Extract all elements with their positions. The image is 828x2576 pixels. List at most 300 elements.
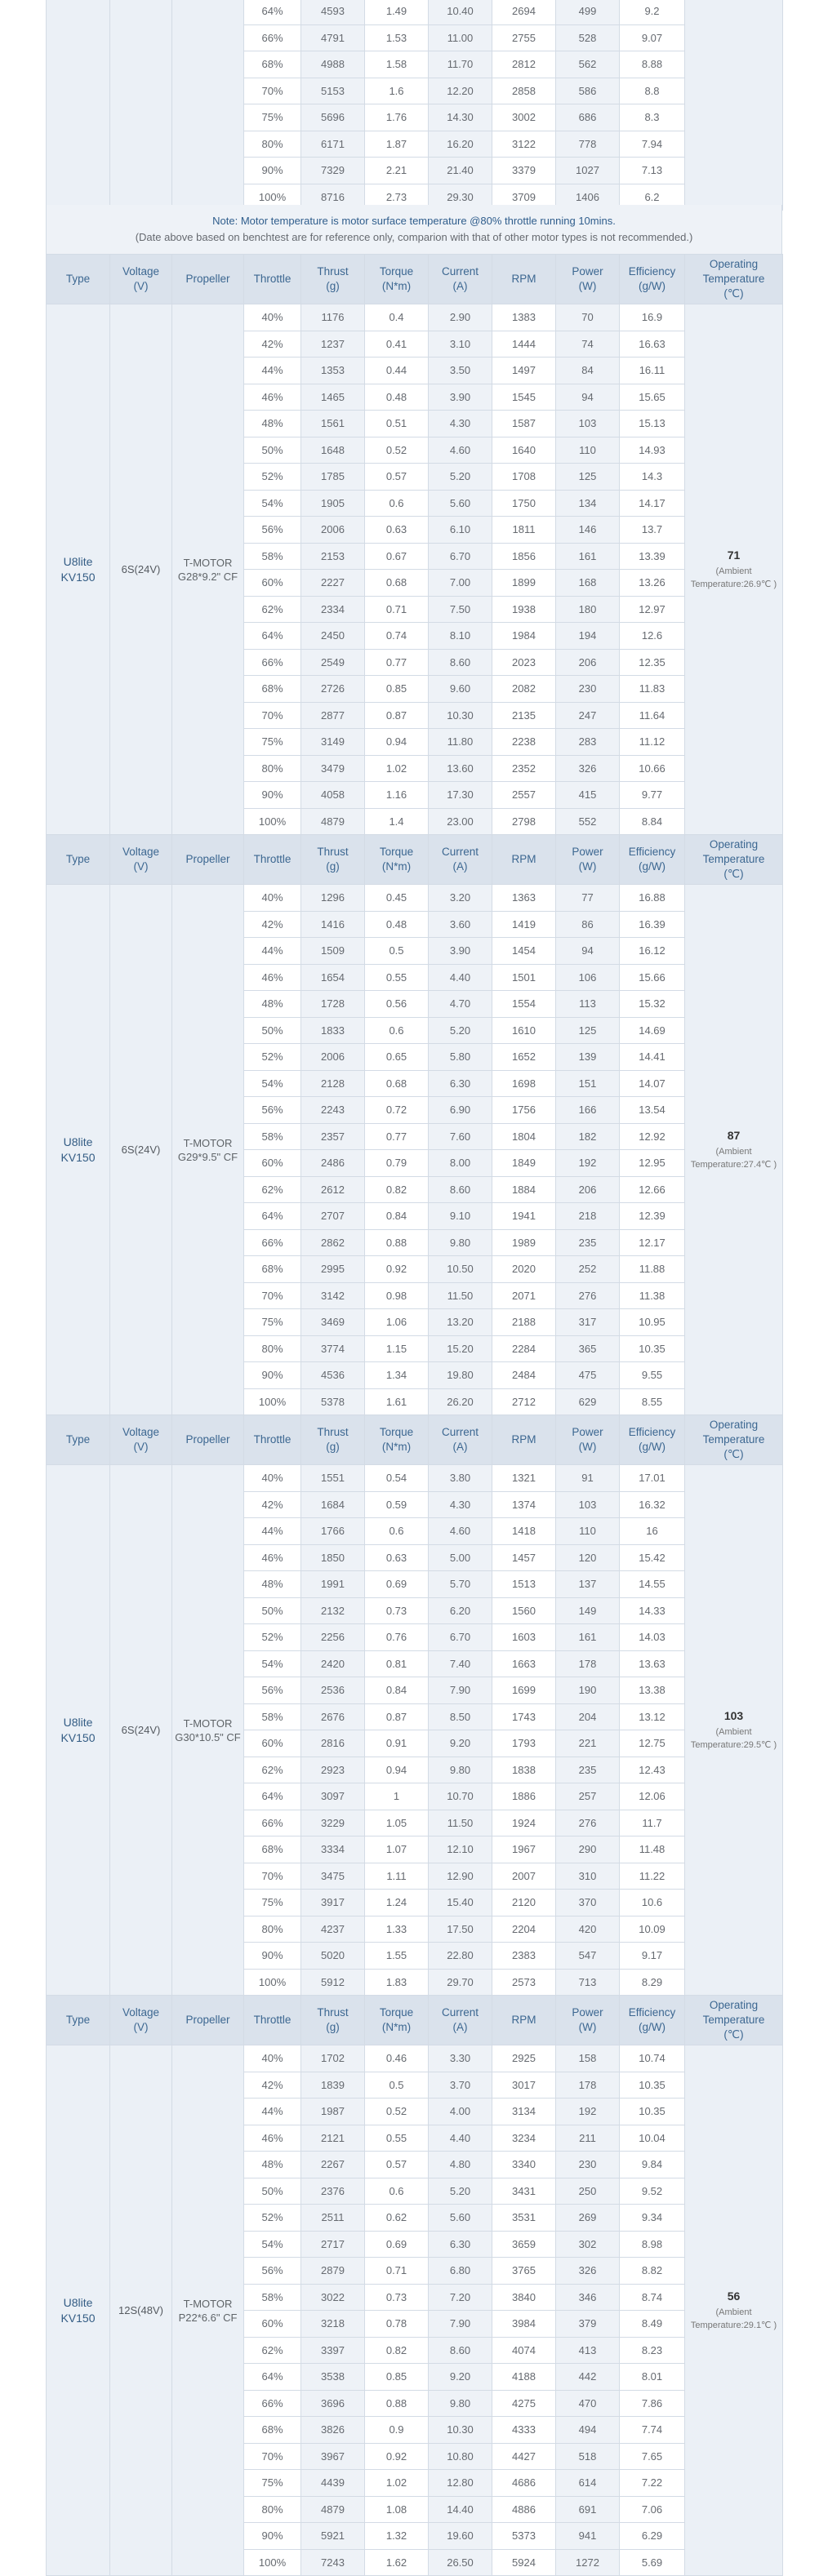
rpm-cell: 1419	[492, 911, 556, 938]
rpm-cell: 1457	[492, 1544, 556, 1571]
throttle-cell: 70%	[244, 78, 301, 104]
thrust-cell: 4593	[301, 0, 365, 24]
efficiency-cell: 9.52	[620, 2178, 685, 2205]
rpm-cell: 3840	[492, 2284, 556, 2311]
header-throttle: Throttle	[244, 255, 301, 304]
power-cell: 110	[556, 1518, 620, 1545]
current-cell: 5.60	[429, 490, 492, 517]
power-cell: 204	[556, 1703, 620, 1730]
efficiency-cell: 9.2	[620, 0, 685, 24]
current-cell: 6.30	[429, 1070, 492, 1097]
thrust-cell: 2511	[301, 2205, 365, 2232]
efficiency-cell: 15.13	[620, 411, 685, 437]
efficiency-cell: 7.22	[620, 2470, 685, 2497]
thrust-cell: 2612	[301, 1176, 365, 1203]
thrust-cell: 5153	[301, 78, 365, 104]
thrust-cell: 2121	[301, 2125, 365, 2152]
merged-cell-prop	[172, 0, 244, 211]
test-note	[46, 205, 782, 254]
thrust-cell: 7243	[301, 2549, 365, 2576]
current-cell: 7.60	[429, 1123, 492, 1150]
current-cell: 9.80	[429, 2390, 492, 2417]
torque-cell: 0.92	[365, 2443, 429, 2470]
torque-cell: 0.54	[365, 1465, 429, 1492]
efficiency-cell: 9.84	[620, 2152, 685, 2178]
thrust-cell: 2153	[301, 543, 365, 570]
thrust-cell: 7329	[301, 158, 365, 184]
throttle-cell: 56%	[244, 2258, 301, 2285]
efficiency-cell: 13.38	[620, 1677, 685, 1704]
torque-cell: 0.72	[365, 1097, 429, 1124]
torque-cell: 0.4	[365, 304, 429, 331]
current-cell: 11.00	[429, 24, 492, 51]
rpm-cell: 1938	[492, 596, 556, 623]
torque-cell: 0.94	[365, 729, 429, 756]
temperature-value: 87	[727, 1128, 741, 1142]
header-row	[47, 1415, 783, 1465]
throttle-cell: 58%	[244, 543, 301, 570]
throttle-cell: 75%	[244, 1890, 301, 1916]
header-thrust: Thrust (g)	[301, 1415, 365, 1465]
throttle-cell: 52%	[244, 1044, 301, 1071]
power-cell: 686	[556, 104, 620, 131]
efficiency-cell: 14.17	[620, 490, 685, 517]
thrust-cell: 2006	[301, 1044, 365, 1071]
rpm-cell: 4686	[492, 2470, 556, 2497]
thrust-cell: 3097	[301, 1783, 365, 1810]
throttle-cell: 62%	[244, 596, 301, 623]
torque-cell: 0.57	[365, 2152, 429, 2178]
torque-cell: 0.85	[365, 676, 429, 703]
efficiency-cell: 12.97	[620, 596, 685, 623]
throttle-cell: 40%	[244, 2045, 301, 2072]
power-cell: 283	[556, 729, 620, 756]
throttle-cell: 42%	[244, 911, 301, 938]
thrust-cell: 5912	[301, 1969, 365, 1996]
thrust-cell: 3479	[301, 755, 365, 782]
efficiency-cell: 11.88	[620, 1256, 685, 1283]
thrust-cell: 1465	[301, 384, 365, 411]
rpm-cell: 1560	[492, 1597, 556, 1624]
header-operating-temperature: Operating Temperature (℃)	[685, 1415, 783, 1465]
temperature-value: 103	[723, 1708, 744, 1722]
power-cell: 1406	[556, 184, 620, 211]
power-cell: 257	[556, 1783, 620, 1810]
throttle-cell: 62%	[244, 1757, 301, 1783]
operating-temperature-cell	[685, 304, 783, 835]
throttle-cell: 70%	[244, 2443, 301, 2470]
torque-cell: 1.05	[365, 1810, 429, 1837]
header-row	[47, 255, 783, 304]
throttle-cell: 44%	[244, 1518, 301, 1545]
current-cell: 9.80	[429, 1757, 492, 1783]
torque-cell: 1.24	[365, 1890, 429, 1916]
torque-cell: 0.71	[365, 2258, 429, 2285]
throttle-cell: 66%	[244, 2390, 301, 2417]
power-cell: 137	[556, 1571, 620, 1598]
efficiency-cell: 13.26	[620, 570, 685, 597]
efficiency-cell: 11.12	[620, 729, 685, 756]
thrust-cell: 3469	[301, 1309, 365, 1336]
current-cell: 13.20	[429, 1309, 492, 1336]
header-power: Power (W)	[556, 1415, 620, 1465]
power-cell: 269	[556, 2205, 620, 2232]
throttle-cell: 40%	[244, 1465, 301, 1492]
efficiency-cell: 5.69	[620, 2549, 685, 2576]
efficiency-cell: 15.42	[620, 1544, 685, 1571]
efficiency-cell: 10.66	[620, 755, 685, 782]
rpm-cell: 1899	[492, 570, 556, 597]
power-cell: 192	[556, 1150, 620, 1177]
header-rpm: RPM	[492, 1996, 556, 2045]
power-cell: 103	[556, 411, 620, 437]
thrust-cell: 4058	[301, 782, 365, 809]
rpm-cell: 1501	[492, 964, 556, 991]
throttle-cell: 46%	[244, 2125, 301, 2152]
efficiency-cell: 8.84	[620, 808, 685, 835]
current-cell: 11.80	[429, 729, 492, 756]
power-cell: 547	[556, 1943, 620, 1970]
power-cell: 499	[556, 0, 620, 24]
rpm-cell: 3002	[492, 104, 556, 131]
power-cell: 230	[556, 676, 620, 703]
throttle-cell: 68%	[244, 51, 301, 78]
rpm-cell: 1849	[492, 1150, 556, 1177]
throttle-cell: 62%	[244, 2337, 301, 2364]
rpm-cell: 1321	[492, 1465, 556, 1492]
thrust-cell: 2420	[301, 1650, 365, 1677]
throttle-cell: 75%	[244, 104, 301, 131]
torque-cell: 0.87	[365, 702, 429, 729]
efficiency-cell: 7.74	[620, 2417, 685, 2444]
power-cell: 218	[556, 1203, 620, 1230]
throttle-cell: 54%	[244, 1070, 301, 1097]
throttle-cell: 100%	[244, 2549, 301, 2576]
throttle-cell: 100%	[244, 184, 301, 211]
current-cell: 6.90	[429, 1097, 492, 1124]
header-current: Current (A)	[429, 1996, 492, 2045]
efficiency-cell: 16.39	[620, 911, 685, 938]
efficiency-cell: 9.77	[620, 782, 685, 809]
thrust-cell: 1833	[301, 1017, 365, 1044]
throttle-cell: 90%	[244, 1943, 301, 1970]
torque-cell: 1.6	[365, 78, 429, 104]
power-cell: 139	[556, 1044, 620, 1071]
torque-cell: 1.02	[365, 2470, 429, 2497]
rpm-cell: 3340	[492, 2152, 556, 2178]
efficiency-cell: 6.29	[620, 2523, 685, 2550]
thrust-cell: 1702	[301, 2045, 365, 2072]
throttle-cell: 66%	[244, 1810, 301, 1837]
note-line-2: (Date above based on benchtest are for reference only, comparion with that of other motor types is not recommended.)	[135, 231, 693, 243]
current-cell: 22.80	[429, 1943, 492, 1970]
operating-temperature-cell	[685, 885, 783, 1415]
power-cell: 106	[556, 964, 620, 991]
throttle-cell: 80%	[244, 1916, 301, 1943]
rpm-cell: 3017	[492, 2072, 556, 2099]
throttle-cell: 100%	[244, 1969, 301, 1996]
torque-cell: 1.15	[365, 1335, 429, 1362]
efficiency-cell: 14.55	[620, 1571, 685, 1598]
throttle-cell: 40%	[244, 304, 301, 331]
header-torque: Torque (N*m)	[365, 1415, 429, 1465]
current-cell: 19.60	[429, 2523, 492, 2550]
ambient-temperature-note: (Ambient Temperature:29.1℃ )	[690, 2307, 777, 2330]
header-torque: Torque (N*m)	[365, 255, 429, 304]
current-cell: 4.40	[429, 2125, 492, 2152]
efficiency-cell: 10.95	[620, 1309, 685, 1336]
thrust-cell: 1296	[301, 885, 365, 912]
header-power: Power (W)	[556, 835, 620, 885]
power-cell: 552	[556, 808, 620, 835]
throttle-cell: 42%	[244, 331, 301, 358]
header-throttle: Throttle	[244, 835, 301, 885]
power-cell: 221	[556, 1730, 620, 1757]
throttle-cell: 75%	[244, 2470, 301, 2497]
thrust-cell: 1684	[301, 1491, 365, 1518]
efficiency-cell: 13.54	[620, 1097, 685, 1124]
operating-temperature-cell	[685, 2045, 783, 2576]
efficiency-cell: 7.86	[620, 2390, 685, 2417]
torque-cell: 0.71	[365, 596, 429, 623]
power-cell: 346	[556, 2284, 620, 2311]
efficiency-cell: 7.13	[620, 158, 685, 184]
thrust-cell: 1991	[301, 1571, 365, 1598]
power-cell: 194	[556, 623, 620, 650]
current-cell: 17.50	[429, 1916, 492, 1943]
thrust-cell: 2132	[301, 1597, 365, 1624]
header-efficiency: Efficiency (g/W)	[620, 255, 685, 304]
current-cell: 8.60	[429, 649, 492, 676]
header-torque: Torque (N*m)	[365, 835, 429, 885]
current-cell: 17.30	[429, 782, 492, 809]
current-cell: 5.00	[429, 1544, 492, 1571]
header-current: Current (A)	[429, 255, 492, 304]
rpm-cell: 1497	[492, 358, 556, 384]
current-cell: 11.50	[429, 1810, 492, 1837]
thrust-cell: 1176	[301, 304, 365, 331]
header-efficiency: Efficiency (g/W)	[620, 1415, 685, 1465]
current-cell: 7.00	[429, 570, 492, 597]
thrust-cell: 3334	[301, 1837, 365, 1863]
header-operating-temperature: Operating Temperature (℃)	[685, 255, 783, 304]
power-cell: 276	[556, 1810, 620, 1837]
thrust-cell: 2376	[301, 2178, 365, 2205]
thrust-cell: 1648	[301, 437, 365, 464]
power-cell: 310	[556, 1863, 620, 1890]
torque-cell: 1.11	[365, 1863, 429, 1890]
ambient-temperature-note: (Ambient Temperature:26.9℃ )	[690, 566, 777, 589]
throttle-cell: 60%	[244, 1150, 301, 1177]
torque-cell: 1.58	[365, 51, 429, 78]
rpm-cell: 3531	[492, 2205, 556, 2232]
throttle-cell: 90%	[244, 782, 301, 809]
torque-cell: 0.48	[365, 384, 429, 411]
power-cell: 528	[556, 24, 620, 51]
throttle-cell: 64%	[244, 1783, 301, 1810]
efficiency-cell: 7.94	[620, 131, 685, 158]
torque-cell: 0.69	[365, 2231, 429, 2258]
thrust-cell: 2717	[301, 2231, 365, 2258]
throttle-cell: 56%	[244, 1677, 301, 1704]
efficiency-cell: 12.6	[620, 623, 685, 650]
throttle-cell: 70%	[244, 1863, 301, 1890]
current-cell: 3.90	[429, 938, 492, 965]
torque-cell: 0.88	[365, 1229, 429, 1256]
power-cell: 442	[556, 2364, 620, 2391]
current-cell: 6.70	[429, 543, 492, 570]
rpm-cell: 5924	[492, 2549, 556, 2576]
efficiency-cell: 14.93	[620, 437, 685, 464]
power-cell: 182	[556, 1123, 620, 1150]
throttle-cell: 70%	[244, 1282, 301, 1309]
current-cell: 9.60	[429, 676, 492, 703]
current-cell: 3.50	[429, 358, 492, 384]
thrust-cell: 2549	[301, 649, 365, 676]
motor-type-cell: U8lite KV150	[47, 2045, 110, 2576]
rpm-cell: 1984	[492, 623, 556, 650]
power-cell: 151	[556, 1070, 620, 1097]
rpm-cell: 1699	[492, 1677, 556, 1704]
efficiency-cell: 13.63	[620, 1650, 685, 1677]
header-voltage: Voltage (V)	[110, 1996, 172, 2045]
current-cell: 5.20	[429, 464, 492, 491]
thrust-cell: 1728	[301, 991, 365, 1018]
throttle-cell: 42%	[244, 2072, 301, 2099]
rpm-cell: 1383	[492, 304, 556, 331]
thrust-cell: 2879	[301, 2258, 365, 2285]
torque-cell: 2.73	[365, 184, 429, 211]
power-cell: 317	[556, 1309, 620, 1336]
thrust-cell: 1905	[301, 490, 365, 517]
throttle-cell: 80%	[244, 1335, 301, 1362]
ambient-temperature-note: (Ambient Temperature:29.5℃ )	[690, 1726, 777, 1750]
header-power: Power (W)	[556, 1996, 620, 2045]
temperature-value: 56	[727, 2289, 741, 2303]
current-cell: 26.50	[429, 2549, 492, 2576]
efficiency-cell: 8.74	[620, 2284, 685, 2311]
efficiency-cell: 14.07	[620, 1070, 685, 1097]
current-cell: 16.20	[429, 131, 492, 158]
throttle-cell: 54%	[244, 1650, 301, 1677]
power-cell: 94	[556, 384, 620, 411]
thrust-cell: 3022	[301, 2284, 365, 2311]
current-cell: 11.70	[429, 51, 492, 78]
torque-cell: 1.53	[365, 24, 429, 51]
efficiency-cell: 15.66	[620, 964, 685, 991]
torque-cell: 0.55	[365, 2125, 429, 2152]
efficiency-cell: 8.98	[620, 2231, 685, 2258]
power-cell: 110	[556, 437, 620, 464]
efficiency-cell: 10.09	[620, 1916, 685, 1943]
efficiency-cell: 10.6	[620, 1890, 685, 1916]
torque-cell: 0.46	[365, 2045, 429, 2072]
header-propeller: Propeller	[172, 1415, 244, 1465]
rpm-cell: 4074	[492, 2337, 556, 2364]
torque-cell: 0.84	[365, 1677, 429, 1704]
power-cell: 120	[556, 1544, 620, 1571]
throttle-cell: 40%	[244, 885, 301, 912]
throttle-cell: 44%	[244, 358, 301, 384]
torque-cell: 0.74	[365, 623, 429, 650]
header-type: Type	[47, 255, 110, 304]
thrust-cell: 2676	[301, 1703, 365, 1730]
header-row	[47, 1996, 783, 2045]
rpm-cell: 3431	[492, 2178, 556, 2205]
throttle-cell: 100%	[244, 808, 301, 835]
thrust-cell: 2536	[301, 1677, 365, 1704]
thrust-cell: 2227	[301, 570, 365, 597]
header-type: Type	[47, 1415, 110, 1465]
merged-cell-temperature	[685, 0, 783, 211]
thrust-cell: 1353	[301, 358, 365, 384]
efficiency-cell: 10.74	[620, 2045, 685, 2072]
current-cell: 6.10	[429, 517, 492, 544]
current-cell: 7.40	[429, 1650, 492, 1677]
thrust-cell: 2267	[301, 2152, 365, 2178]
power-cell: 1272	[556, 2549, 620, 2576]
thrust-cell: 4536	[301, 1362, 365, 1389]
thrust-cell: 1785	[301, 464, 365, 491]
header-power: Power (W)	[556, 255, 620, 304]
rpm-cell: 1941	[492, 1203, 556, 1230]
torque-cell: 1.62	[365, 2549, 429, 2576]
header-type: Type	[47, 835, 110, 885]
header-voltage: Voltage (V)	[110, 1415, 172, 1465]
throttle-cell: 90%	[244, 1362, 301, 1389]
thrust-cell: 2923	[301, 1757, 365, 1783]
thrust-cell: 2726	[301, 676, 365, 703]
torque-cell: 1	[365, 1783, 429, 1810]
throttle-cell: 68%	[244, 1256, 301, 1283]
current-cell: 4.60	[429, 437, 492, 464]
efficiency-cell: 13.12	[620, 1703, 685, 1730]
thrust-cell: 3917	[301, 1890, 365, 1916]
efficiency-cell: 8.55	[620, 1388, 685, 1415]
thrust-cell: 3475	[301, 1863, 365, 1890]
torque-cell: 1.32	[365, 2523, 429, 2550]
throttle-cell: 68%	[244, 2417, 301, 2444]
torque-cell: 1.08	[365, 2496, 429, 2523]
efficiency-cell: 16.11	[620, 358, 685, 384]
power-cell: 230	[556, 2152, 620, 2178]
table-row	[47, 2045, 783, 2072]
power-cell: 415	[556, 782, 620, 809]
rpm-cell: 1610	[492, 1017, 556, 1044]
rpm-cell: 2120	[492, 1890, 556, 1916]
torque-cell: 0.6	[365, 490, 429, 517]
efficiency-cell: 9.34	[620, 2205, 685, 2232]
rpm-cell: 1804	[492, 1123, 556, 1150]
power-cell: 86	[556, 911, 620, 938]
power-cell: 211	[556, 2125, 620, 2152]
table-row	[47, 0, 783, 24]
throttle-cell: 80%	[244, 2496, 301, 2523]
rpm-cell: 3234	[492, 2125, 556, 2152]
current-cell: 10.50	[429, 1256, 492, 1283]
throttle-cell: 64%	[244, 2364, 301, 2391]
thrust-cell: 1561	[301, 411, 365, 437]
rpm-cell: 2812	[492, 51, 556, 78]
efficiency-cell: 8.82	[620, 2258, 685, 2285]
torque-cell: 1.61	[365, 1388, 429, 1415]
thrust-cell: 2256	[301, 1624, 365, 1651]
torque-cell: 0.82	[365, 2337, 429, 2364]
efficiency-cell: 10.35	[620, 1335, 685, 1362]
header-propeller: Propeller	[172, 255, 244, 304]
rpm-cell: 4275	[492, 2390, 556, 2417]
efficiency-cell: 13.7	[620, 517, 685, 544]
